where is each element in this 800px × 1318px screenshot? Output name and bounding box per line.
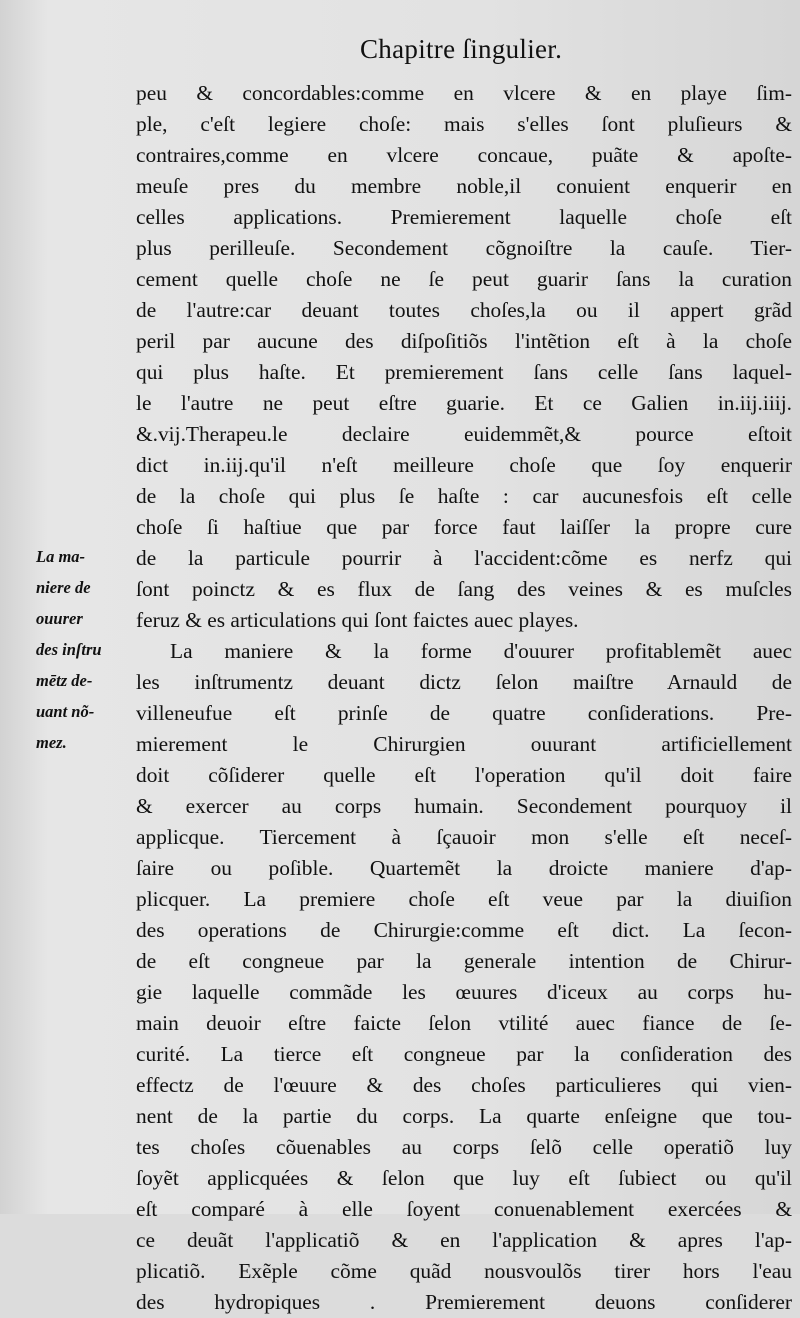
text-line: ſont poinctz & es flux de ſang des veines & es muſcles [136,577,792,601]
text-line: curité. La tierce eſt congneue par la conſideration des [136,1042,792,1066]
text-line: contraires,comme en vlcere concaue, puãte & apoſte- [136,143,792,167]
text-line: qui plus haſte. Et premierement ſans celle ſans laquel- [136,360,792,384]
running-head: Chapitre ſingulier. [360,34,563,64]
text-line: doit cõſiderer quelle eſt l'operation qu'il doit faire [136,763,792,787]
text-line: effectz de l'œuure & des choſes particulieres qui vien- [136,1073,792,1097]
text-line: plicatiõ. Exẽple cõme quãd nousvoulõs tirer hors l'eau [136,1259,792,1283]
text-line: mierement le Chirurgien ouurant artificiellement [136,732,792,756]
text-line: gie laquelle commãde les œuures d'iceux au corps hu- [136,980,792,1004]
text-line: plus perilleuſe. Secondement cõgnoiſtre la cauſe. Tier- [136,236,792,260]
text-line: dict in.iij.qu'il n'eſt meilleure choſe que ſoy enquerir [136,453,792,477]
text-line: ple, c'eſt legiere choſe: mais s'elles ſont pluſieurs & [136,112,792,136]
text-line: La maniere & la forme d'ouurer profitablemẽt auec [170,639,792,663]
text-line: eſt comparé à elle ſoyent conuenablement exercées & [136,1197,792,1221]
text-line: applicque. Tiercement à ſçauoir mon s'elle eſt neceſ- [136,825,792,849]
text-line: des hydropiques . Premierement deuons conſiderer [136,1290,792,1314]
text-line: les inſtrumentz deuant dictz ſelon maiſtre Arnauld de [136,670,792,694]
text-line: ſoyẽt applicquées & ſelon que luy eſt ſubiect ou qu'il [136,1166,792,1190]
text-line: celles applications. Premierement laquelle choſe eſt [136,205,792,229]
text-line: tes choſes cõuenables au corps ſelõ celle operatiõ luy [136,1135,792,1159]
text-line: de la choſe qui plus ſe haſte : car aucunesfois eſt celle [136,484,792,508]
text-line: feruz & es articulations qui ſont faictes auec playes. [136,608,579,632]
text-line: meuſe pres du membre noble,il conuient enquerir en [136,174,792,198]
marginal-note-line: La ma- [36,547,86,566]
text-line: peu & concordables:comme en vlcere & en playe ſim- [136,81,792,105]
marginal-note-line: ouurer [36,609,83,628]
marginal-note-line: mētz de- [36,671,93,690]
marginal-note-line: mez. [36,733,67,752]
marginal-note [36,541,128,758]
marginal-note-line: uant nõ- [36,702,95,721]
text-line: cement quelle choſe ne ſe peut guarir ſans la curation [136,267,792,291]
text-line: villeneufue eſt prinſe de quatre conſiderations. Pre- [136,701,792,725]
text-line: choſe ſi haſtiue que par force faut laiſſer la propre cure [136,515,792,539]
marginal-note-line: des inſtru [36,640,102,659]
text-line: &.vij.Therapeu.le declaire euidemmẽt,& pource eſtoit [136,422,792,446]
text-line: des operations de Chirurgie:comme eſt dict. La ſecon- [136,918,792,942]
marginal-note-line: niere de [36,578,91,597]
body-text [136,78,792,1318]
text-line: de la particule pourrir à l'accident:cõme es nerfz qui [136,546,792,570]
text-line: ſaire ou poſible. Quartemẽt la droicte maniere d'ap- [136,856,792,880]
text-line: peril par aucune des diſpoſitiõs l'intẽtion eſt à la choſe [136,329,792,353]
text-line: de l'autre:car deuant toutes choſes,la ou il appert grãd [136,298,792,322]
text-line: nent de la partie du corps. La quarte enſeigne que tou- [136,1104,792,1128]
text-line: & exercer au corps humain. Secondement pourquoy il [136,794,792,818]
text-line: de eſt congneue par la generale intention de Chirur- [136,949,792,973]
text-line: ce deuãt l'applicatiõ & en l'application & apres l'ap- [136,1228,792,1252]
text-line: le l'autre ne peut eſtre guarie. Et ce Galien in.iij.iiij. [136,391,792,415]
text-line: main deuoir eſtre faicte ſelon vtilité auec fiance de ſe- [136,1011,792,1035]
text-line: plicquer. La premiere choſe eſt veue par la diuiſion [136,887,792,911]
